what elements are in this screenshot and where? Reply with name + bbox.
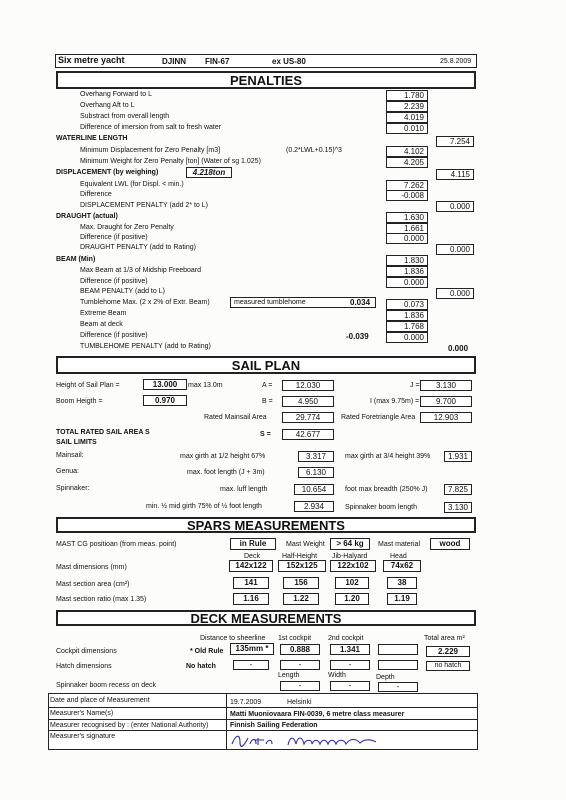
mast-dim-half: 152x125 [278,560,326,572]
measure-place-label: Date and place of Measurement [50,697,150,704]
mast-area-jib: 102 [335,577,369,589]
beam-deck-value: 1.768 [386,321,428,332]
draught-pen-label: DRAUGHT PENALTY (add to Rating) [80,244,196,251]
foot-label: max. foot length (J + 3m) [187,469,265,476]
mast-ratio-head: 1.19 [387,593,417,605]
penalties-title: PENALTIES [56,71,476,89]
max-draught-value: 1.661 [386,223,428,234]
col-jib-halyard: Jib-Halyard [332,553,368,560]
col-deck: Deck [244,553,260,560]
rma-label: Rated Mainsail Area [204,414,267,421]
immersion-label: Difference of imersion from salt to fresh water [80,124,222,131]
overhang-fwd-label: Overhang Forward to L [80,91,152,98]
col-head: Head [390,553,407,560]
c2-value: 1.341 [330,644,370,655]
header-date: 25.8.2009 [440,58,472,65]
width-label: Width [328,672,346,679]
ex-number: ex US-80 [272,57,306,66]
deck-title: DECK MEASUREMENTS [56,610,476,626]
hatch-label: Hatch dimensions [56,663,112,670]
min-displ-value: 4.102 [386,146,428,157]
mast-dim-jib: 122x102 [330,560,376,572]
min-weight-label: Minimum Weight for Zero Penalty [ton] (Water of sg 1.025) [80,158,261,165]
foot-value: 6.130 [298,467,334,478]
sail-number: FIN-67 [205,57,230,66]
mast-dim-label: Mast dimensions (mm) [56,564,127,571]
beam-pen-value: 0.000 [436,288,474,299]
girth-3q-label: max girth at 3/4 height 39% [345,453,431,460]
signature [228,730,398,750]
displ-diff-value: -0.008 [386,190,428,201]
measured-tumblehome-label: measured tumblehome [234,299,306,306]
dist-label: Distance to sheerline [200,635,266,642]
b-label: B = [262,398,273,405]
hatch-c2: - [330,660,370,670]
height-label: Height of Sail Plan = [56,382,120,389]
breadth-label: foot max breadth (250% J) [345,486,428,493]
hatch-dist: - [233,660,269,670]
boom-value: 0.970 [143,395,187,406]
displ-pen-value: 0.000 [436,201,474,212]
measured-tumblehome-value: 0.034 [350,298,371,307]
dist-value: 135mm * [230,643,274,655]
c2-label: 2nd cockpit [328,635,364,642]
draught-pen-value: 0.000 [436,244,474,255]
min-displ-formula: (0.2*LWL+0.15)^3 [286,147,342,154]
min-weight-value: 4.205 [386,157,428,168]
i-label: I (max 9.75m) = [370,398,420,405]
cockpit-label: Cockpit dimensions [56,648,117,655]
girth-half-value: 3.317 [298,451,334,462]
measurer-names-label: Measurer's Name(s) [50,710,114,717]
beam-label: BEAM (Min) [56,256,96,263]
beam-diff-label: Difference (if positive) [80,278,148,285]
beam-deck-label: Beam at deck [80,321,123,328]
old-rule: * Old Rule [190,648,224,655]
sboom-value: 3.130 [444,502,472,513]
mast-ratio-half: 1.22 [283,593,319,605]
total-area-label: Total area m² [424,635,465,642]
height-value: 13.000 [143,379,187,390]
sail-plan-title: SAIL PLAN [56,356,476,374]
measure-date: 19.7.2009 [230,699,262,706]
hatch-c1: - [280,660,320,670]
substract-value: 4.019 [386,112,428,123]
spinnaker-label: Spinnaker: [56,485,90,492]
wl-length-label: WATERLINE LENGTH [56,135,128,142]
draught-diff-value: 0.000 [386,233,428,244]
i-value: 9.700 [420,396,472,407]
substract-label: Substract from overall length [80,113,170,120]
depth-label: Depth [376,674,395,681]
j-label: J = [410,382,420,389]
equiv-lwl-label: Equivalent LWL (for Displ. < min.) [80,181,184,188]
overhang-fwd-value: 1.780 [386,90,428,101]
tumble-diff-label: Difference (if positive) [80,332,148,339]
extreme-beam-value: 1.836 [386,310,428,321]
max-draught-label: Max. Draught for Zero Penalty [80,224,174,231]
max-beam-value: 1.836 [386,266,428,277]
draught-diff-label: Difference (if positive) [80,234,148,241]
mast-area-deck: 141 [233,577,269,589]
sboom-label: Spinnaker boom length [345,504,417,511]
mast-cg-value: in Rule [230,538,276,550]
luff-label: max. luff length [220,486,268,493]
recess-width: - [330,681,370,691]
mast-ratio-jib: 1.20 [335,593,369,605]
mast-ratio-deck: 1.16 [233,593,269,605]
c1-label: 1st cockpit [278,635,312,642]
hatch-total: no hatch [426,661,470,671]
c1-value: 0.888 [280,644,320,655]
a-label: A = [262,382,273,389]
mast-dim-deck: 142x122 [229,560,273,572]
wl-length-value: 7.254 [436,136,474,147]
overhang-aft-value: 2.239 [386,101,428,112]
col-half-height: Half-Height [282,553,318,560]
breadth-value: 7.825 [444,484,472,495]
immersion-value: 0.010 [386,123,428,134]
recess-length: - [280,681,320,691]
beam-value: 1.830 [386,255,428,266]
sail-limits-label: SAIL LIMITS [56,439,97,446]
tumble-diff-value: 0.000 [386,332,428,343]
equiv-lwl-value: 7.262 [386,180,428,191]
girth-3q-value: 1.931 [444,451,472,462]
draught-value: 1.630 [386,212,428,223]
mast-area-head: 38 [387,577,417,589]
length-label: Length [278,672,300,679]
hatch-c3 [378,660,418,670]
c3-value [378,644,418,655]
luff-value: 10.654 [294,484,334,495]
spars-title: SPARS MEASUREMENTS [56,517,476,533]
boom-label: Boom Heigth = [56,398,103,405]
total-area-label: TOTAL RATED SAIL AREA S [56,429,150,436]
displ-diff-label: Difference [80,191,112,198]
rfa-value: 12.903 [420,412,472,423]
class-name: Six metre yacht [58,55,125,65]
mast-area-half: 156 [283,577,319,589]
mainsail-label: Mainsail: [56,452,84,459]
displ-label: DISPLACEMENT (by weighing) [56,169,159,176]
mast-dim-head: 74x62 [383,560,421,572]
tumble-max-label: Tumblehome Max. (2 x 2% of Extr. Beam) [80,299,210,306]
overhang-aft-label: Overhang Aft to L [80,102,135,109]
recess-label: Spinnaker boom recess on deck [56,682,156,689]
recognised-value: Finnish Sailing Federation [230,722,318,729]
beam-diff-value: 0.000 [386,277,428,288]
max-beam-label: Max Beam at 1/3 of Midship Freeboard [80,267,202,274]
beam-pen-label: BEAM PENALTY (add to L) [80,288,165,295]
measure-place: Helsinki [287,699,312,706]
no-hatch: No hatch [186,663,216,670]
signature-label: Measurer's signature [50,733,116,740]
tumble-pen-value: 0.000 [448,344,469,353]
midgirth-label: min. ½ mid girth 75% of ½ foot length [146,503,262,510]
mast-weight-label: Mast Weight [286,541,325,548]
mast-cg-label: MAST CG positioan (from meas. point) [56,541,177,548]
recognised-label: Measurer recognised by : (enter National Authority) [50,722,209,729]
mast-area-label: Mast section area (cm²) [56,581,130,588]
displ-pen-label: DISPLACEMENT PENALTY (add 2* to L) [80,202,208,209]
recess-depth: - [378,682,418,692]
draught-label: DRAUGHT (actual) [56,213,118,220]
mast-material-value: wood [430,538,470,550]
tumble-pen-label: TUMBLEHOME PENALTY (add to Rating) [80,343,211,350]
girth-half-label: max girth at 1/2 height 67% [180,453,266,460]
tumble-max-value: 0.073 [386,299,428,310]
displ-value: 4.115 [436,169,474,180]
min-displ-label: Minimum Displacement for Zero Penalty [m3] [80,147,221,154]
s-label: S = [260,431,271,438]
tumble-diff-neg: -0.039 [346,332,369,341]
measurer-names: Matti Muoniovaara FIN-0039, 6 metre class measurer [230,711,405,718]
rfa-label: Rated Foretriangle Area [341,414,416,421]
a-value: 12.030 [282,380,334,391]
height-max: max 13.0m [188,382,223,389]
j-value: 3.130 [420,380,472,391]
mast-material-label: Mast material [378,541,421,548]
displ-weighed: 4.218ton [186,167,232,178]
mast-ratio-label: Mast section ratio (max 1.35) [56,596,147,603]
midgirth-value: 2.934 [294,501,334,512]
boat-name: DJINN [162,57,187,66]
extreme-beam-label: Extreme Beam [80,310,127,317]
genua-label: Genua: [56,468,79,475]
b-value: 4.950 [282,396,334,407]
total-value: 2.229 [426,646,470,657]
rma-value: 29.774 [282,412,334,423]
mast-weight-value: > 64 kg [330,538,370,550]
s-value: 42.677 [282,429,334,440]
